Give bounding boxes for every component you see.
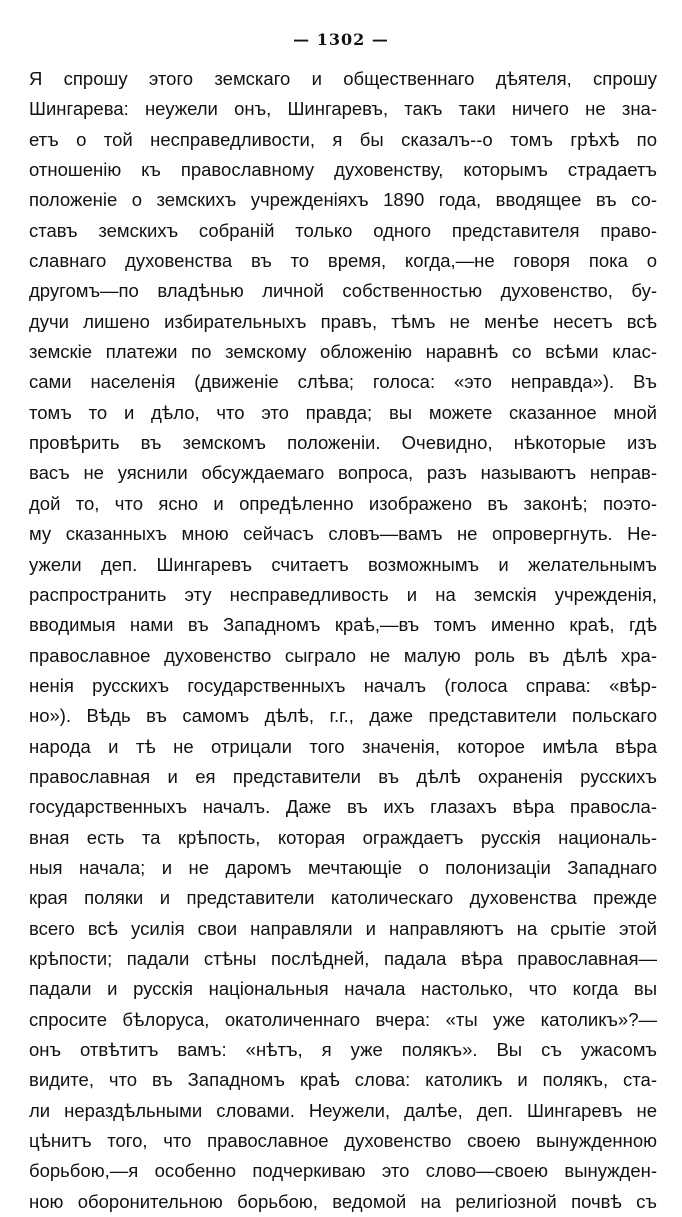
text-line: распространить эту несправедливость и на земскія учрежденія, (29, 583, 657, 605)
text-line: но»). Вѣдь въ самомъ дѣлѣ, г.г., даже представители польскаго (29, 705, 657, 727)
text-line: цѣнитъ того, что православное духовенство своею вынужденною (29, 1130, 657, 1152)
text-line: спросите бѣлоруса, окатоличеннаго вчера: «ты уже католикъ»?— (29, 1008, 657, 1030)
text-line: ныя начала; и не даромъ мечтающіе о полонизаціи Западнаго (29, 856, 657, 878)
text-line: народа и тѣ не отрицали того значенія, которое имѣла вѣра (29, 735, 657, 757)
text-line: всего всѣ усилія свои направляли и направляютъ на срытіе этой (29, 917, 657, 939)
text-line: вводимыя нами въ Западномъ краѣ,—въ томъ именно краѣ, гдѣ (29, 614, 657, 636)
text-line: борьбою,—я особенно подчеркиваю это слово—своею вынужден- (29, 1160, 657, 1182)
text-line: отношенію къ православному духовенству, которымъ страдаетъ (29, 159, 657, 181)
text-line: православная и ея представители въ дѣлѣ охраненія русскихъ (29, 765, 657, 787)
text-line: сами населенія (движеніе слѣва; голоса: «это неправда»). Въ (29, 371, 657, 393)
text-line: онъ отвѣтитъ вамъ: «нѣтъ, я уже полякъ». Вы съ ужасомъ (29, 1039, 657, 1060)
text-line: ли нераздѣльными словами. Неужели, далѣе, деп. Шингаревъ не (29, 1099, 657, 1121)
text-line: васъ не уяснили обсуждаемаго вопроса, разъ называютъ неправ- (29, 462, 657, 484)
text-line: дучи лишено избирательныхъ правъ, тѣмъ не менѣе несетъ всѣ (29, 310, 657, 332)
text-line: края поляки и представители католическаго духовенства прежде (29, 887, 657, 909)
text-line: томъ то и дѣло, что это правда; вы можете сказанное мной (29, 401, 657, 423)
text-line: положеніе о земскихъ учрежденіяхъ 1890 года, вводящее въ со- (29, 189, 657, 211)
text-line: дой то, что ясно и опредѣленно изображено въ законѣ; поэто- (29, 492, 657, 514)
text-line: ною оборонительною борьбою, ведомой на религіозной почвѣ съ (29, 1190, 657, 1212)
text-line: провѣрить въ земскомъ положеніи. Очевидно, нѣкоторые изъ (29, 432, 657, 454)
text-line: другомъ—по владѣнью личной собственностью духовенство, бу- (29, 280, 657, 302)
text-line: етъ о той несправедливости, я бы сказалъ--о томъ грѣхѣ по (29, 128, 657, 150)
text-line: православное духовенство сыграло не малую роль въ дѣлѣ хра- (29, 644, 657, 666)
text-line: ненія русскихъ государственныхъ началъ (голоса справа: «вѣр- (29, 674, 657, 696)
text-line: вная есть та крѣпость, которая ограждаетъ русскія националь- (29, 826, 657, 848)
text-line: славнаго духовенства въ то время, когда,—не говоря пока о (29, 250, 657, 272)
text-line: Шингарева: неужели онъ, Шингаревъ, такъ таки ничего не зна- (29, 98, 657, 120)
text-line: Я спрошу этого земскаго и общественнаго дѣятеля, спрошу (29, 68, 657, 89)
text-line: ужели деп. Шингаревъ считаетъ возможнымъ и желательнымъ (29, 553, 657, 575)
text-line: видите, что въ Западномъ краѣ слова: католикъ и полякъ, ста- (29, 1069, 657, 1091)
page-number: — 1302 — (293, 30, 389, 49)
text-line: му сказанныхъ мною сейчасъ словъ—вамъ не опровергнуть. Не- (29, 523, 657, 545)
body-text (29, 64, 657, 1217)
text-line: земскіе платежи по земскому обложенію наравнѣ со всѣми клас- (29, 341, 657, 363)
text-line: падали и русскія національныя начала настолько, что когда вы (29, 978, 657, 1000)
text-line: ставъ земскихъ собраній только одного представителя право- (29, 219, 657, 241)
text-line: государственныхъ началъ. Даже въ ихъ глазахъ вѣра правосла- (29, 796, 657, 818)
text-line: крѣпости; падали стѣны послѣдней, падала вѣра православная— (29, 947, 657, 969)
